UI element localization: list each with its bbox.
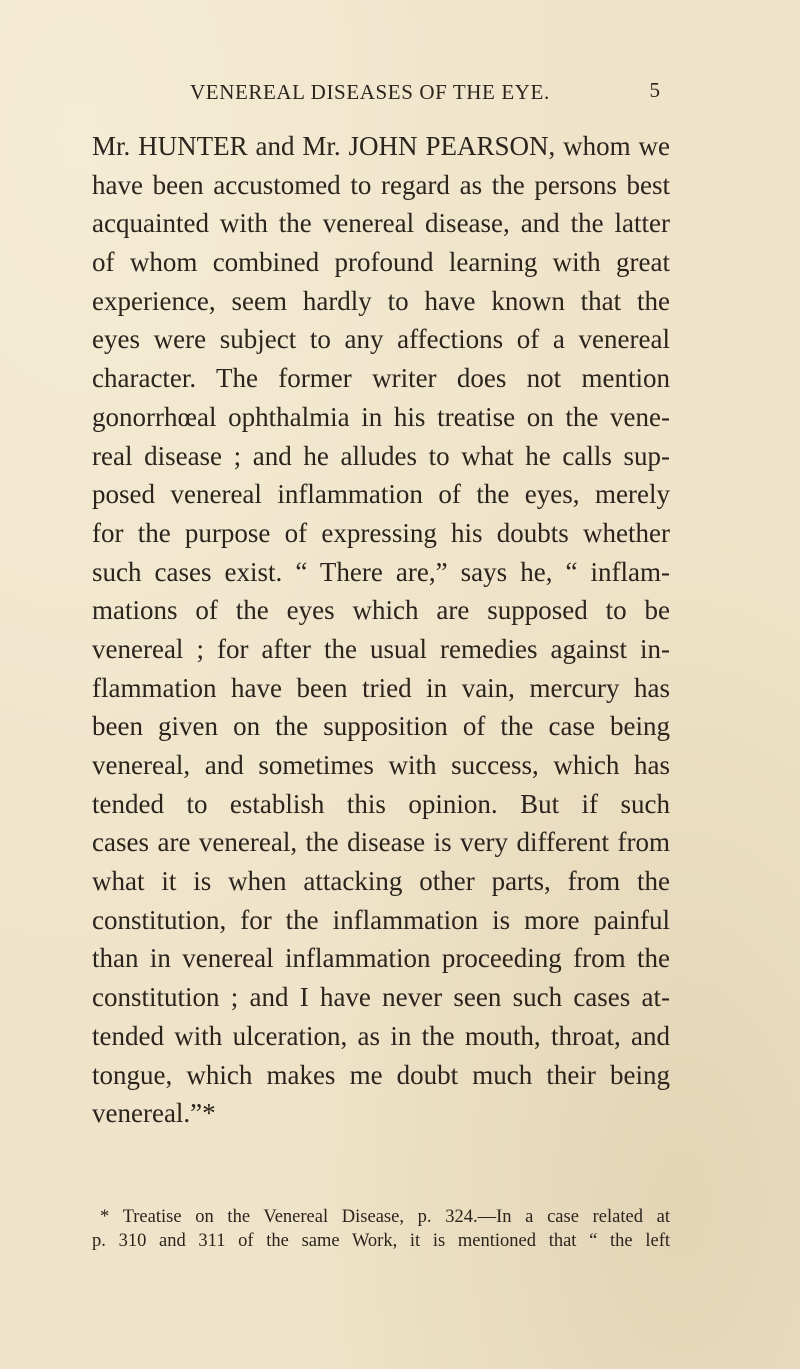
footnote xyxy=(92,1205,670,1253)
text-line: than in venereal inflammation proceeding from the xyxy=(92,943,670,974)
text-line: of whom combined profound learning with great xyxy=(92,247,670,278)
text-line: constitution, for the inflammation is more painful xyxy=(92,904,670,935)
text-line: gonorrhœal ophthalmia in his treatise on the vene- xyxy=(92,401,670,432)
text-line: tended with ulceration, as in the mouth, throat, and xyxy=(92,1020,670,1051)
text-line: real disease ; and he alludes to what he calls sup- xyxy=(92,440,670,471)
text-line: tongue, which makes me doubt much their being xyxy=(92,1059,670,1090)
footnote-line: * Treatise on the Venereal Disease, p. 324.—In a case related at xyxy=(100,1207,670,1227)
page-number: 5 xyxy=(649,78,660,102)
text-line: what it is when attacking other parts, from the xyxy=(92,866,670,897)
text-line: mations of the eyes which are supposed to be xyxy=(92,595,670,626)
text-line: such cases exist. “ There are,” says he, “ inflam- xyxy=(92,556,670,587)
text-line: tended to establish this opinion. But if such xyxy=(92,788,670,819)
text-line: cases are venereal, the disease is very different from xyxy=(92,827,670,858)
text-line: venereal, and sometimes with success, which has xyxy=(92,750,670,780)
text-line: constitution ; and I have never seen such cases at- xyxy=(92,982,670,1013)
text-line: eyes were subject to any affections of a venereal xyxy=(92,324,670,355)
text-line: posed venereal inflammation of the eyes, merely xyxy=(92,479,670,510)
text-line: experience, seem hardly to have known that the xyxy=(92,285,670,316)
text-line: venereal.”* xyxy=(92,1098,216,1129)
text-line: character. The former writer does not mention xyxy=(92,363,670,394)
text-line: Mr. HUNTER and Mr. JOHN PEARSON, whom we xyxy=(92,131,670,161)
text-line: have been accustomed to regard as the persons best xyxy=(92,169,670,200)
footnote-line: p. 310 and 311 of the same Work, it is mentioned that “ the left xyxy=(92,1231,670,1251)
text-line: for the purpose of expressing his doubts whether xyxy=(92,517,670,548)
text-line: been given on the supposition of the case being xyxy=(92,711,670,742)
running-head: VENEREAL DISEASES OF THE EYE. xyxy=(190,80,550,104)
text-line: venereal ; for after the usual remedies against in- xyxy=(92,633,670,664)
body-paragraph xyxy=(92,127,670,1133)
page-header xyxy=(190,80,660,114)
text-line: acquainted with the venereal disease, and the latter xyxy=(92,208,670,239)
text-line: flammation have been tried in vain, mercury has xyxy=(92,672,670,703)
